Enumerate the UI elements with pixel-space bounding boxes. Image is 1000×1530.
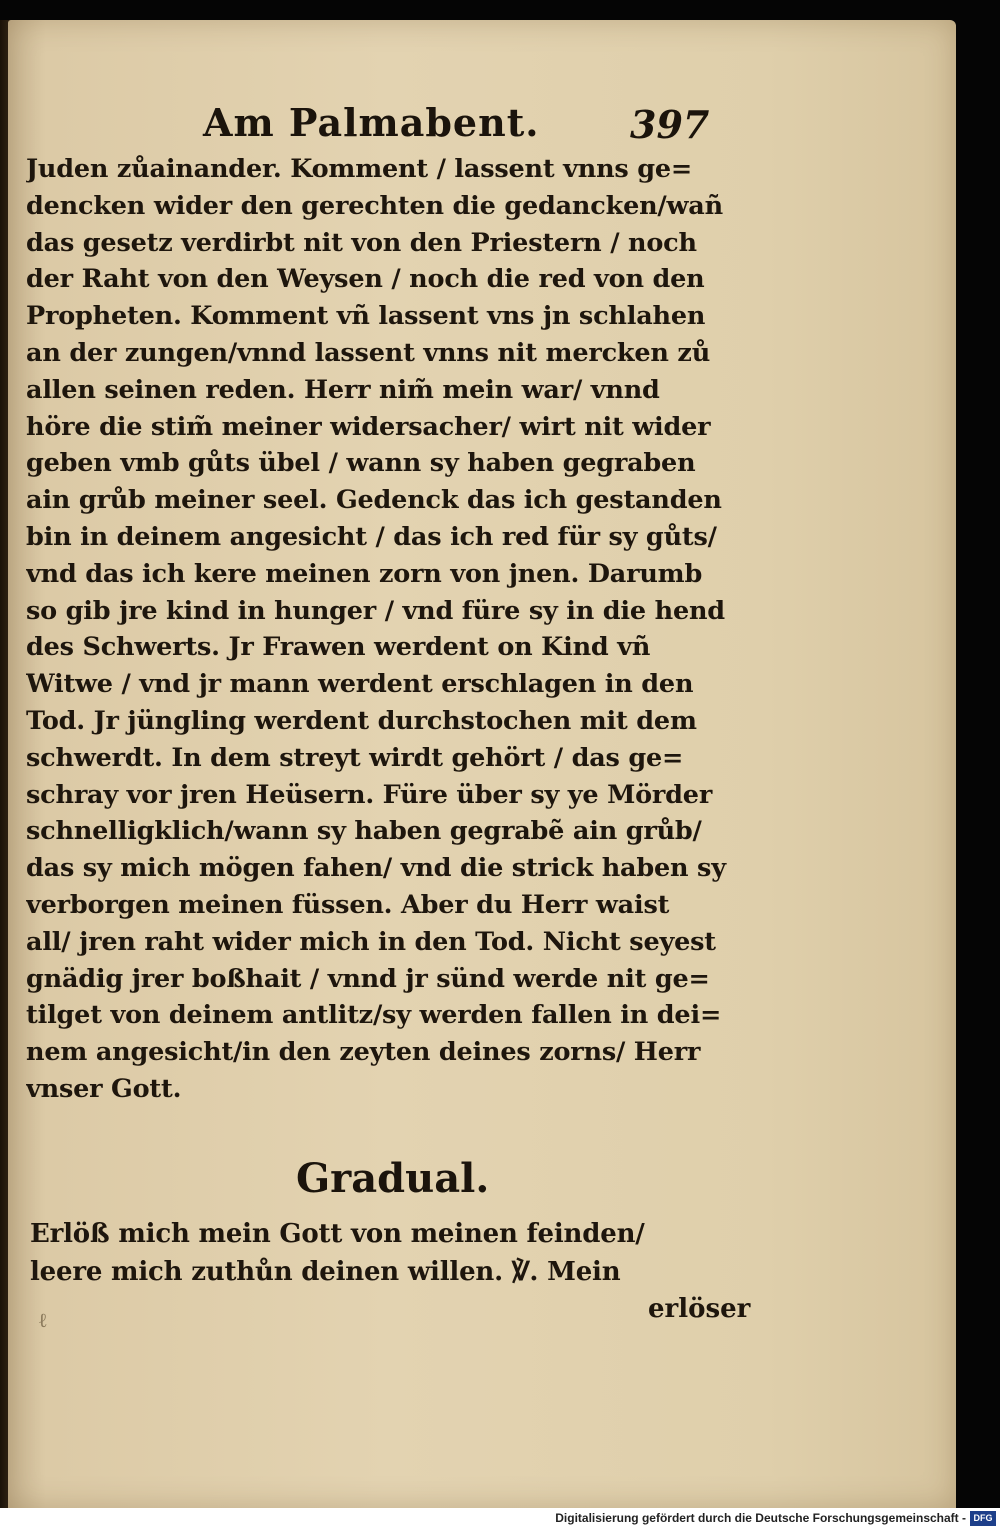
text-line: schwerdt. In dem streyt wirdt gehört / das ge= [26,742,684,773]
footer-credit: Digitalisierung gefördert durch die Deutsche Forschungsgemeinschaft - [555,1511,966,1525]
text-line: Tod. Jr jüngling werdent durchstochen mit dem [26,705,697,736]
text-line: des Schwerts. Jr Frawen werdent on Kind vñ [26,632,651,663]
catchword: erlöser [648,1294,751,1324]
text-line: bin in deinem angesicht / das ich red für sy gůts/ [26,521,717,552]
text-line: Juden zůainander. Komment / lassent vnns ge= [26,154,693,184]
text-line: schray vor jren Heüsern. Füre über sy ye Mörder [26,779,713,810]
text-line: höre die stim̃ meiner widersacher/ wirt nit wider [26,411,711,442]
text-line: das sy mich mögen fahen/ vnd die strick haben sy [26,853,726,884]
running-head: Am Palmabent. [203,100,540,145]
dfg-logo-icon: DFG [970,1511,996,1526]
text-line: gnädig jrer boßhait / vnnd jr sünd werde nit ge= [26,963,710,994]
text-line: all/ jren raht wider mich in den Tod. Nicht seyest [26,926,716,957]
text-line: leere mich zuthůn deinen willen. ℣. Mein [30,1257,621,1287]
text-line: ain grůb meiner seel. Gedenck das ich gestanden [26,485,722,516]
text-line: an der zungen/vnnd lassent vnns nit mercken zů [26,337,711,368]
body-text [26,151,786,1108]
text-line: das gesetz verdirbt nit von den Priestern / noch [26,227,697,258]
section-title: Gradual. [296,1155,490,1202]
text-line: geben vmb gůts übel / wann sy haben gegraben [26,448,696,479]
text-line: Propheten. Komment vñ lassent vns jn schlahen [26,301,706,332]
text-line: der Raht von den Weysen / noch die red von den [26,264,705,295]
book-page [8,20,956,1508]
text-line: schnelligklich/wann sy haben gegrabẽ ain grůb/ [26,816,702,847]
text-line: tilget von deinem antlitz/sy werden fallen in dei= [26,1000,722,1031]
text-line: verborgen meinen füssen. Aber du Herr waist [26,889,670,920]
text-line: allen seinen reden. Herr nim̃ mein war/ vnnd [26,374,660,405]
text-line: vnser Gott. [26,1073,182,1104]
margin-mark: ℓ [38,1308,48,1332]
gradual-text [30,1215,790,1291]
footer-bar [0,1508,1000,1530]
text-line: Erlöß mich mein Gott von meinen feinden/ [30,1219,645,1249]
text-line: vnd das ich kere meinen zorn von jnen. Darumb [26,558,703,589]
page-number: 397 [630,102,710,147]
text-line: so gib jre kind in hunger / vnd füre sy in die hend [26,595,725,626]
text-line: nem angesicht/in den zeyten deines zorns/ Herr [26,1037,701,1068]
page-header [8,90,956,150]
text-line: dencken wider den gerechten die gedancken/wañ [26,190,723,221]
text-line: Witwe / vnd jr mann werdent erschlagen in den [26,669,694,700]
